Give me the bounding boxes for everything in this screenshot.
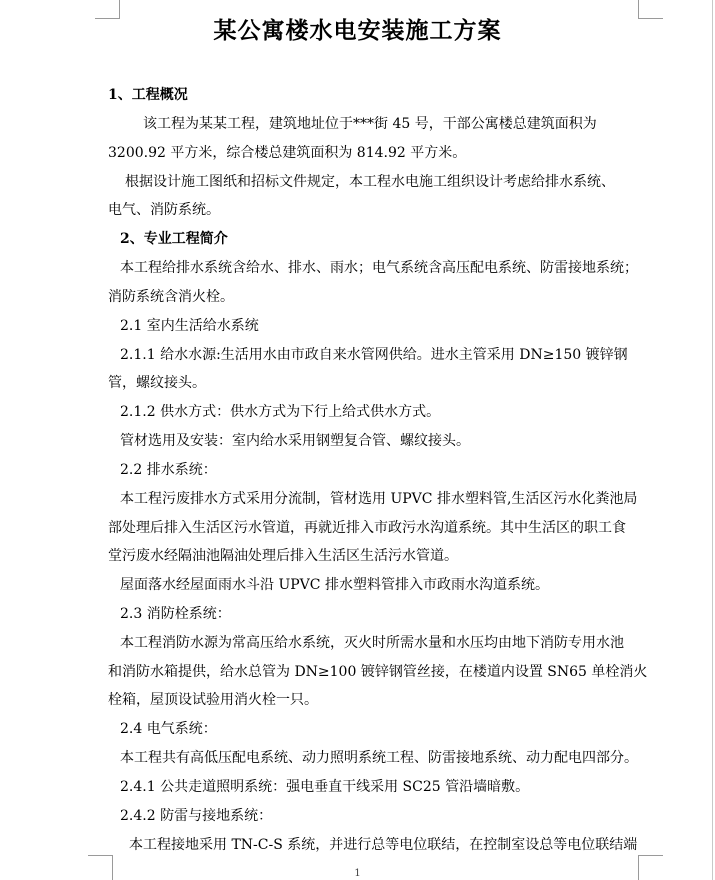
paragraph-line: 本工程共有高低压配电系统、动力照明系统工程、防雷接地系统、动力配电四部分。 (120, 750, 638, 766)
section-heading: 2、专业工程简介 (120, 231, 228, 247)
subsection-heading: 2.3 消防栓系统： (120, 606, 231, 622)
paragraph-line: 电气、消防系统。 (108, 202, 220, 218)
document-title: 某公寓楼水电安装施工方案 (213, 17, 502, 44)
subsection-heading: 2.2 排水系统： (120, 462, 217, 478)
subsection-heading: 2.4 电气系统： (120, 721, 217, 737)
paragraph-line: 本工程给排水系统含给水、排水、雨水；电气系统含高压配电系统、防雷接地系统； (120, 260, 638, 276)
subsection-heading: 2.1 室内生活给水系统 (120, 318, 259, 334)
paragraph-line: 本工程消防水源为常高压给水系统，灭火时所需水量和水压均由地下消防专用水池 (120, 635, 624, 651)
subsection-heading: 2.4.2 防雷与接地系统： (120, 808, 273, 824)
paragraph-line: 管，螺纹接头。 (108, 375, 206, 391)
page-number: 1 (354, 868, 361, 879)
paragraph-line: 2.1.1 给水水源:生活用水由市政自来水管网供给。进水主管采用 DN≥150 镀锌钢 (120, 347, 628, 363)
paragraph-line: 屋面落水经屋面雨水斗沿 UPVC 排水塑料管排入市政雨水沟道系统。 (120, 577, 549, 593)
paragraph-line: 3200.92 平方米，综合楼总建筑面积为 814.92 平方米。 (108, 145, 467, 161)
page-edge (712, 0, 713, 880)
paragraph-line: 根据设计施工图纸和招标文件规定，本工程水电施工组织设计考虑给排水系统、 (125, 174, 615, 190)
paragraph-line: 管材选用及安装：室内给水采用钢塑复合管、螺纹接头。 (120, 433, 470, 449)
section-heading: 1、工程概况 (108, 87, 188, 103)
paragraph-line: 和消防水箱提供，给水总管为 DN≥100 镀锌钢管丝接，在楼道内设置 SN65 单栓消火 (108, 664, 648, 680)
paragraph-line: 部处理后排入生活区污水管道，再就近排入市政污水沟道系统。其中生活区的职工食 (108, 520, 626, 536)
paragraph-line: 该工程为某某工程，建筑地址位于***街 45 号，干部公寓楼总建筑面积为 (143, 116, 597, 132)
paragraph-line: 本工程接地采用 TN-C-S 系统，并进行总等电位联结，在控制室设总等电位联结端 (129, 837, 638, 853)
paragraph-line: 消防系统含消火栓。 (108, 289, 234, 305)
paragraph-line: 栓箱，屋顶设试验用消火栓一只。 (108, 692, 318, 708)
paragraph-line: 2.4.1 公共走道照明系统：强电垂直干线采用 SC25 管沿墙暗敷。 (120, 779, 530, 795)
paragraph-line: 堂污废水经隔油池隔油处理后排入生活区生活污水管道。 (108, 548, 458, 564)
paragraph-line: 本工程污废排水方式采用分流制，管材选用 UPVC 排水塑料管,生活区污水化粪池局 (120, 491, 638, 507)
paragraph-line: 2.1.2 供水方式：供水方式为下行上给式供水方式。 (120, 404, 441, 420)
